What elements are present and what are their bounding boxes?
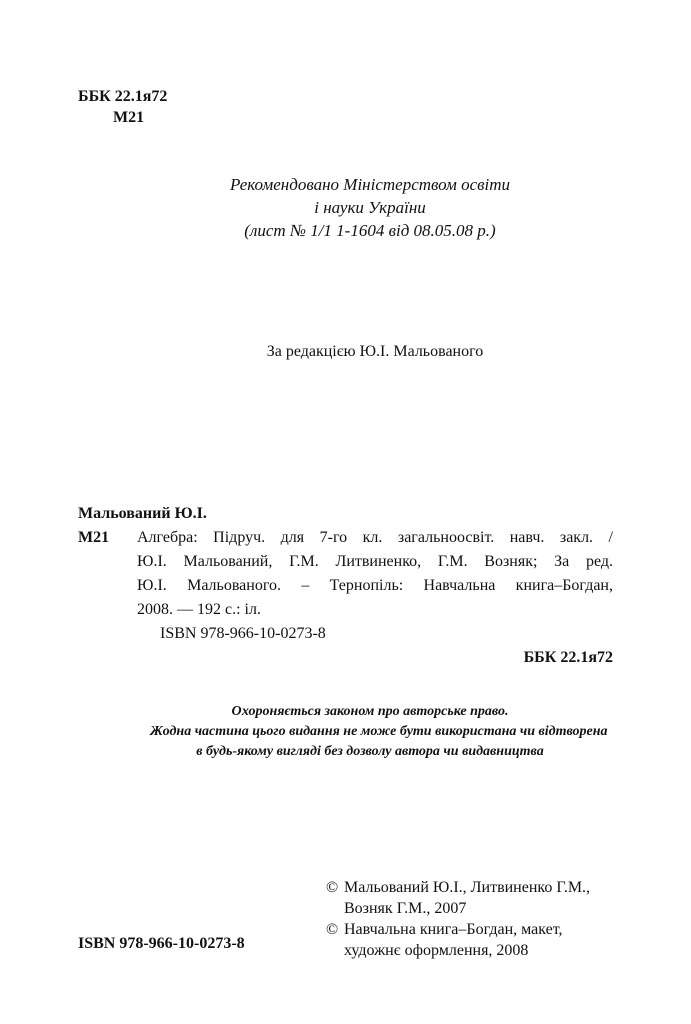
copyright-2-line-2: художнє оформлення, 2008	[344, 942, 529, 959]
card-line-3: Ю.І. Мальованого. – Тернопіль: Навчальна книга–Богдан,	[137, 577, 613, 594]
copyright-symbol-1: ©	[326, 879, 339, 896]
copyright-notice-line-1: Охороняється законом про авторське право.	[231, 704, 509, 719]
copyright-notice	[150, 702, 608, 762]
copyright-1-line-1: Мальований Ю.І., Литвиненко Г.М.,	[344, 879, 591, 896]
copyright-notice-line-3: в будь-якому вигляді без дозволу автора чи видавництва	[196, 744, 544, 759]
bbk-header: ББК 22.1я72	[78, 88, 168, 105]
card-mark: М21	[78, 529, 110, 546]
recommendation-line-1: Рекомендовано Міністерством освіти	[229, 175, 511, 194]
copyright-notice-line-2: Жодна частина цього видання не може бути використана чи відтворена	[150, 724, 608, 739]
copyright-symbol-2: ©	[326, 921, 339, 938]
card-line-1: Алгебра: Підруч. для 7-го кл. загальноосвіт. навч. закл. /	[137, 529, 613, 546]
footer-isbn: ISBN 978-966-10-0273-8	[78, 935, 245, 952]
editor-line: За редакцією Ю.І. Мальованого	[266, 343, 484, 360]
card-line-2: Ю.І. Мальований, Г.М. Литвиненко, Г.М. Возняк; За ред.	[137, 553, 613, 570]
card-author-heading: Мальований Ю.І.	[78, 505, 207, 522]
card-line-4: 2008. — 192 с.: іл.	[137, 601, 261, 618]
recommendation-line-2: і науки України	[314, 198, 426, 217]
copyright-2-line-1: Навчальна книга–Богдан, макет,	[344, 921, 563, 938]
copyright-1-line-2: Возняк Г.М., 2007	[344, 900, 467, 917]
catalog-card	[78, 502, 613, 670]
recommendation-line-3: (лист № 1/1 1-1604 від 08.05.08 р.)	[244, 221, 496, 240]
card-bbk: ББК 22.1я72	[523, 649, 613, 666]
recommendation-block	[150, 173, 590, 242]
copyright-holders	[326, 877, 590, 961]
card-isbn: ISBN 978-966-10-0273-8	[160, 625, 326, 642]
author-mark-header: М21	[113, 109, 145, 126]
